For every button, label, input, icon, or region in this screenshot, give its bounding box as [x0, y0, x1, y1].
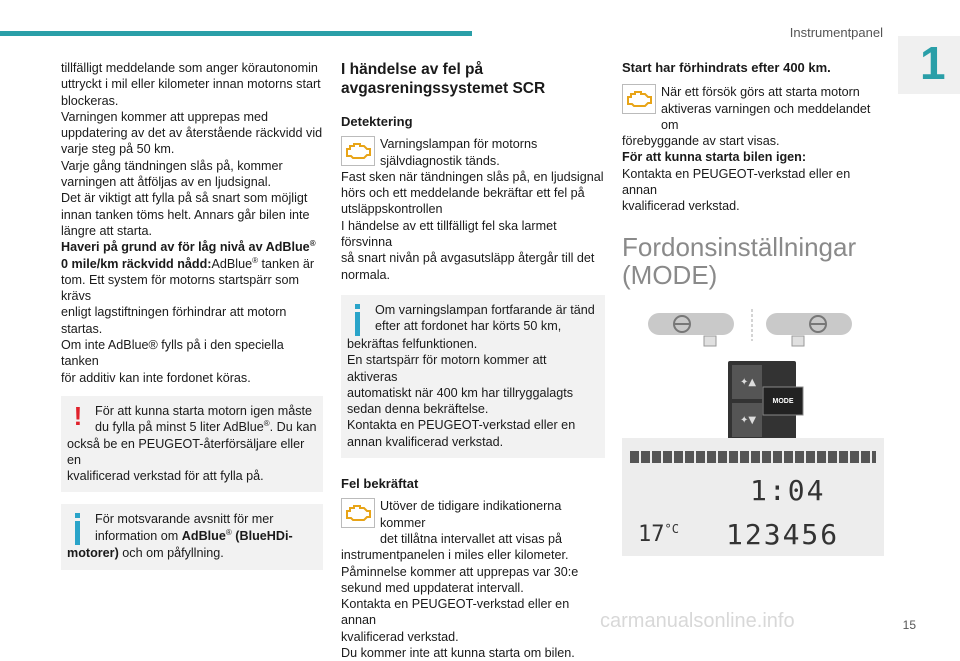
start-body-text [622, 133, 885, 149]
steering-controls-illustration [622, 305, 885, 441]
info-icon [67, 511, 89, 545]
info-box-scr [341, 295, 605, 458]
body-line: tillfälligt meddelande som anger körautonomin [61, 61, 318, 75]
body-line: för additiv kan inte fordonet köras. [61, 370, 251, 385]
scr-section-title: avgasreningssystemet SCR [341, 80, 546, 97]
adblue-heading-line2: 0 mile/km räckvidd nådd:AdBlue® tanken är [61, 255, 315, 271]
body-line: kvalificerad verkstad. [341, 629, 459, 644]
body-line: så snart nivån på avgasutsläpp återgår till det [341, 251, 595, 266]
body-line: varningen att åtföljas av en ljudsignal. [61, 175, 272, 190]
page-header-title: Instrumentpanel [789, 25, 883, 40]
start-heading: Start har förhindrats efter 400 km. [622, 60, 831, 75]
info-line: Om varningslampan fortfarande är tänd [375, 302, 595, 317]
scr-section-title: I händelse av fel på [341, 61, 484, 78]
column-3 [622, 60, 885, 483]
column-1 [61, 60, 323, 570]
restart-heading: För att kunna starta bilen igen: [622, 150, 807, 165]
svg-text:✦▼: ✦▼ [740, 414, 757, 426]
info-icon [347, 302, 369, 336]
body-line: Du kommer inte att kunna starta om bilen. [341, 646, 575, 661]
watermark: carmanualsonline.info [600, 610, 795, 632]
engine-warning-icon [341, 136, 375, 166]
adblue-heading-line1: Haveri på grund av för låg nivå av AdBlue® [61, 239, 316, 255]
body-line: kvalificerad verkstad. [622, 199, 740, 214]
body-line: tom. Ett system för motorns startspärr som krävs [61, 272, 299, 304]
fault-heading: Fel bekräftat [341, 476, 419, 492]
info-box [61, 504, 323, 569]
col1-body-text [61, 272, 323, 386]
start-text: aktiveras varningen och meddelandet om [661, 101, 871, 132]
body-line: förebyggande av start visas. [622, 134, 780, 149]
detect-text: självdiagnostik tänds. [380, 153, 500, 168]
fault-text: Utöver de tidigare indikationerna kommer [380, 499, 562, 530]
body-line: I händelse av ett tillfälligt fel ska larmet försvinna [341, 218, 557, 250]
warning-line: du fylla på minst 5 liter AdBlue®. Du kan [95, 419, 317, 435]
start-text: När ett försök görs att starta motorn [661, 85, 860, 100]
mode-button[interactable]: MODE [772, 397, 794, 405]
body-line: Varningen kommer att upprepas med [61, 109, 268, 124]
lcd-odometer: 123456 [726, 518, 840, 551]
body-line: sekund med uppdaterat intervall. [341, 580, 524, 595]
instrument-lcd-display [622, 438, 884, 556]
lcd-temperature: $17^{^\circ C}$ [638, 522, 679, 547]
engine-warning-icon [622, 84, 656, 114]
info-line: bekräftas felfunktionen. [347, 336, 478, 351]
body-line: Kontakta en PEUGEOT-verkstad eller en annan [622, 166, 851, 198]
fault-text: det tillåtna intervallet att visas på [380, 531, 563, 546]
detect-heading: Detektering [341, 114, 413, 129]
info-line: En startspärr för motorn kommer att aktiveras [347, 353, 547, 384]
info-line: sedan denna bekräftelse. [347, 402, 489, 417]
svg-text:✦▲: ✦▲ [740, 376, 757, 388]
info-line: efter att fordonet har körts 50 km, [375, 319, 562, 334]
body-line: blockeras. [61, 93, 119, 108]
info-line: annan kvalificerad verkstad. [347, 434, 504, 449]
restart-body-text [622, 166, 885, 215]
lcd-segment-row [630, 451, 876, 463]
detect-body-text [341, 169, 605, 283]
body-line: varje steg på 50 km. [61, 142, 175, 157]
body-line: uttryckt i mil eller kilometer innan motorns start [61, 77, 321, 92]
engine-warning-icon [341, 498, 375, 528]
info-line: motorer) och om påfyllning. [67, 546, 224, 561]
body-line: Varje gång tändningen slås på, kommer [61, 158, 283, 173]
body-line: längre att starta. [61, 223, 153, 238]
lcd-time: 1:04 [750, 474, 826, 507]
chapter-tab [898, 36, 960, 94]
body-line: Kontakta en PEUGEOT-verkstad eller en annan [341, 597, 570, 628]
body-line: Påminnelse kommer att upprepas var 30:e [341, 564, 579, 579]
column-2 [341, 60, 605, 661]
body-line: instrumentpanelen i miles eller kilometer. [341, 548, 569, 563]
mode-section-title: Fordonsinställningar (MODE) [622, 231, 857, 290]
col1-intro-text [61, 60, 323, 239]
body-line: Om inte AdBlue® fylls på i den speciella tanken [61, 338, 284, 369]
body-line: Det är viktigt att fylla på så snart som möjligt [61, 191, 308, 206]
body-line: normala. [341, 267, 390, 282]
info-line: Kontakta en PEUGEOT-verkstad eller en [347, 418, 576, 433]
body-line: hörs och ett meddelande bekräftar ett fel på [341, 186, 585, 201]
body-line: utsläppskontrollen [341, 202, 443, 217]
page-number: 15 [902, 618, 916, 632]
fault-body-text [341, 547, 605, 661]
body-line: Fast sken när tändningen slås på, en ljudsignal [341, 169, 604, 184]
warning-line: kvalificerad verkstad för att fylla på. [67, 469, 264, 484]
warning-exclamation-icon: ! [73, 400, 83, 431]
info-line: automatiskt när 400 km har tillryggalagts [347, 385, 574, 400]
warning-line: också be en PEUGEOT-återförsäljare eller en [67, 436, 305, 467]
warning-box [61, 396, 323, 492]
body-line: enligt lagstiftningen förhindrar att motorn startas. [61, 305, 287, 336]
body-line: uppdatering av det av återstående räckvidd vid [61, 126, 323, 141]
detect-text: Varningslampan för motorns [380, 137, 538, 152]
chapter-number: 1 [920, 37, 946, 89]
info-line: För motsvarande avsnitt för mer [95, 512, 274, 527]
header-accent-bar [0, 31, 472, 36]
body-line: innan tanken töms helt. Annars går bilen inte [61, 207, 310, 222]
warning-line: För att kunna starta motorn igen måste [95, 403, 312, 418]
info-line: information om AdBlue® (BlueHDi- [95, 527, 293, 543]
